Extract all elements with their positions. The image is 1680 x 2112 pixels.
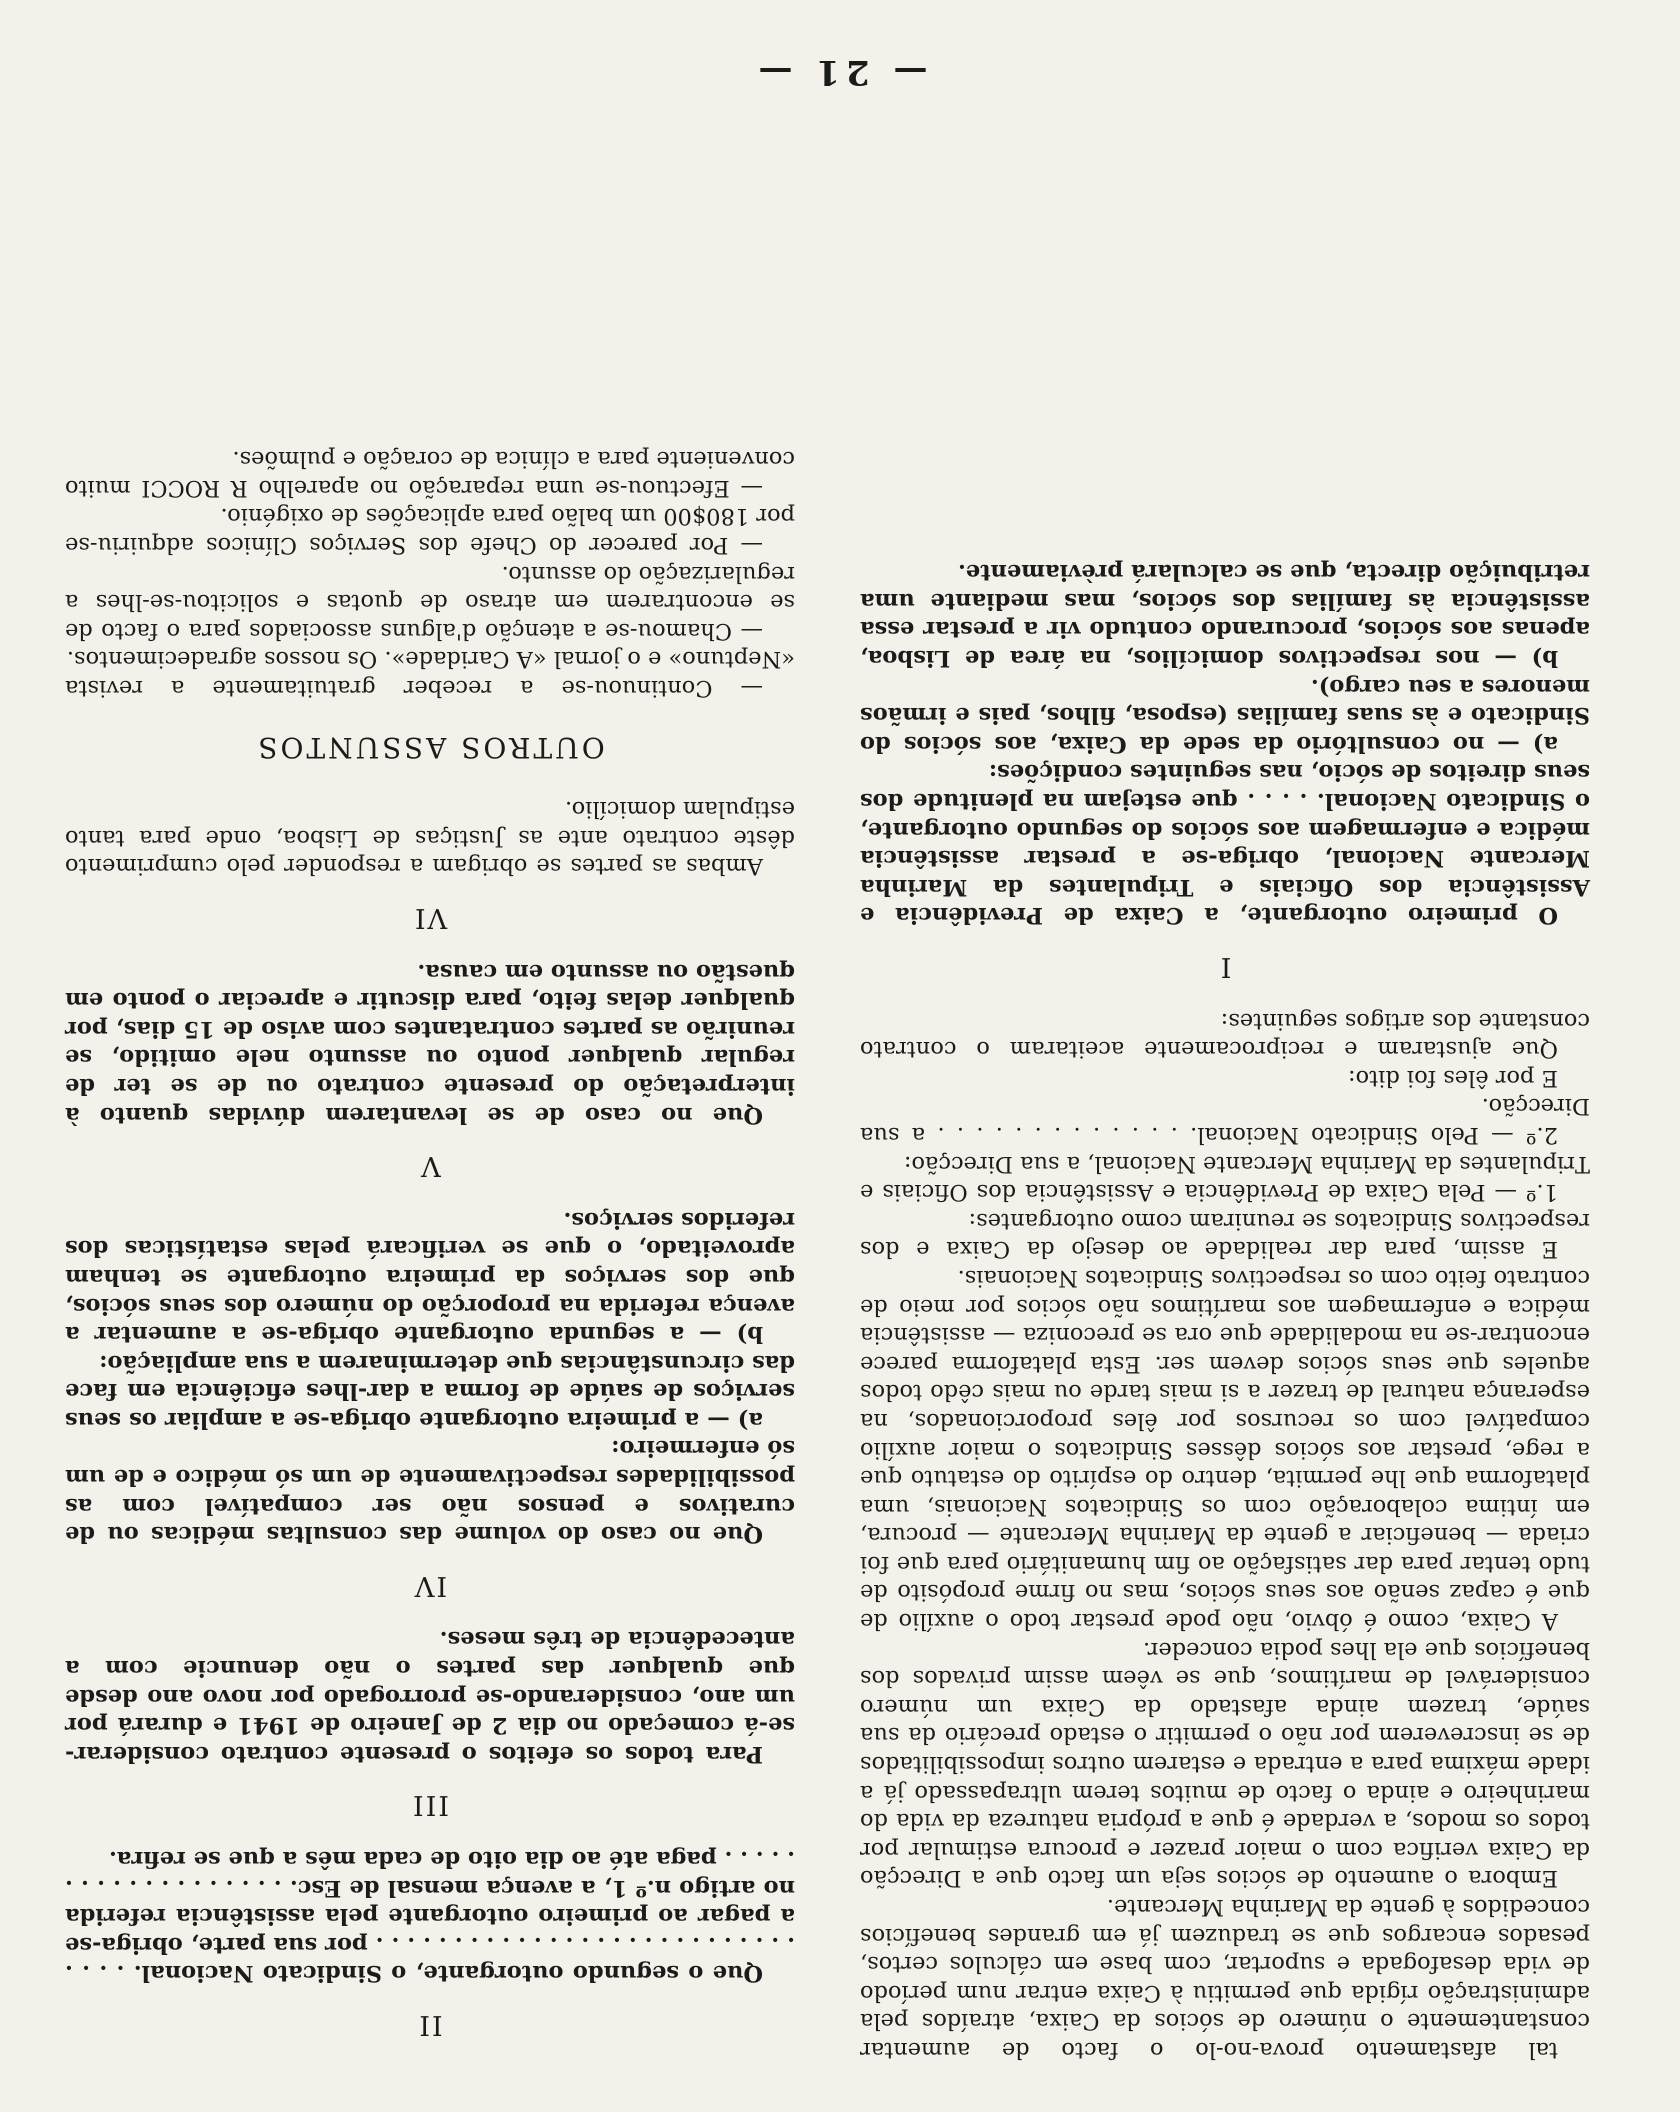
paragraph: b) — a segunda outorgante obriga-se a aumentar a avença referida na proporção do número dos seus sócios, que dos serviços da primeira outorgante se tenham aproveitado, o que se verificará pelas estatísticas dos referidos serviços.: [65, 1206, 795, 1348]
paragraph: Que no caso do volume das consultas médicas ou de curativos e pensos não ser compatível com as possibilidades respectivamente de um só médico e de um só enfermeiro:: [65, 1435, 795, 1548]
right-column: [65, 445, 795, 2064]
paragraph: E por êles foi dito:: [1348, 1064, 1558, 1091]
paragraph: — Chamou-se a atenção d'alguns associados para o facto de se encontrarem em atraso de quotas e solicitou-se-lhes a regularização do assunto.: [65, 560, 795, 644]
paragraph: — Por parecer do Chefe dos Serviços Clínicos adquiriu-se por 180$00 um balão para aplicações de oxigénio.: [65, 503, 795, 559]
paragraph: tal afastamento prova-no-lo o facto de aumentar constantemente o número de sócios da Caixa, atraídos pela administração rígida que permitiu à Caixa entrar num período de vida desafogada e suportar, com base em cálculos certos, pesados encargos que se traduzem já em grandes benefícios concedidos à gente da Marinha Mercante.: [860, 1894, 1590, 2063]
paragraph: — Efectuou-se uma reparação no aparelho R ROCCI muito conveniente para a clínica de coração e pulmões.: [65, 446, 795, 501]
paragraph: 2.º — Pelo Sindicato Nacional. . . . . . . . . . . . . . a sua Direcção.: [860, 1093, 1590, 1148]
paragraph: b) — nos respectivos domicílios, na área de Lisboa, apenas aos sócios, procurando contudo vir a prestar essa assistência às famílias dos sócios, mas mediante uma retribuição directa, que se calculará prèviamente.: [860, 559, 1590, 672]
article-heading: VI: [412, 902, 448, 933]
paragraph: Que o segundo outorgante, o Sindicato Nacional. . . . . . . . . . . . . . . . . . . . . . . . . . . . . . . . por sua parte, obriga-se a pagar ao primeiro outorgante pela assistência referida no artigo n.º 1, a avença mensal de Esc. . . . . . . . . . . . . . . . . . . . paga até ao dia oito de cada mês a que se refira.: [65, 1846, 795, 1987]
paragraph: a) — a primeira outorgante obriga-se a ampliar os seus serviços de saúde de forma a dar-lhes eficiência em face das circunstâncias que determinarem a sua ampliação:: [65, 1349, 795, 1433]
section-heading: OUTROS ASSUNTOS: [255, 730, 605, 764]
paragraph: 1.º — Pela Caixa de Previdência e Assistência dos Oficiais e Tripulantes da Marinha Mercante Nacional, a sua Direcção:: [860, 1150, 1590, 1206]
paragraph: Embora o aumento de sócios seja um facto que a Direcção da Caixa verifica com o maior prazer e procura estimular por todos os modos, a verdade é que a própria natureza da vida do marinheiro e ainda o facto de muitos terem ultrapassado já a idade máxima para a entrada e estarem outros impossibilitados de se inscreverem por não o permitir o estado precário da sua saúde, trazem ainda afastado da Caixa um número considerável de marítimos, que se vêem assim privados dos benefícios que ela lhes podia conceder.: [860, 1636, 1590, 1892]
paragraph: a) — no consultório da sede da Caixa, aos sócios do Sindicato e às suas famílias (esposa, filhos, pais e irmãos menores a seu cargo).: [860, 673, 1590, 757]
article-heading: III: [411, 1789, 449, 1821]
paragraph: A Caixa, como é óbvio, não pode prestar todo o auxílio de que é capaz senão aos seus sócios, mas no firme propósito de tudo tentar para dar satisfação ao fim humanitário para que foi criada — beneficiar a gente da Marinha Mercante — procura, em íntima colaboração com os Sindicatos Nacionais, uma plataforma que lhe permita, dentro do espírito do estatuto que a rege, prestar aos sócios dêsses Sindicatos o maior auxílio compatível com os recursos por êles proporcionados, na esperança natural de trazer a si mais tarde ou mais cêdo todos aqueles que seus sócios devem ser. Esta plataforma parece encontrar-se na modalidade que ora se preconiza — assistência médica e enfermagem aos marítimos não sócios por meio de contrato feito com os respectivos Sindicatos Nacionais.: [860, 1264, 1590, 1635]
paragraph: Que no caso de se levantarem dúvidas quanto à interpretação do presente contrato ou de se ter de regular qualquer ponto ou assunto nele omitido, se reunirão as partes contratantes com aviso de 15 dias, por qualquer delas feito, para discutir e apreciar o ponto em questão ou assunto em causa.: [65, 958, 795, 1128]
article-heading: IV: [412, 1569, 448, 1601]
paragraph: Que ajustaram e reciprocamente aceitaram o contrato constante dos artigos seguintes:: [860, 1007, 1590, 1063]
article-heading: I: [1218, 951, 1232, 983]
left-column: [860, 558, 1590, 2064]
paragraph: Para todos os efeitos o presente contrato considerar-se-á começado no dia 2 de Janeiro de 1941 e durará por um ano, considerando-se prorrogado por novo ano desde que qualquer das partes o não denuncie com a antecedência de três meses.: [65, 1626, 795, 1767]
paragraph: — Continuou-se a receber gratuitamente a revista «Neptuno» e o jornal «A Caridade». Os nossos agradecimentos.: [65, 646, 795, 702]
article-heading: V: [419, 1150, 441, 1182]
paragraph: E assim, para dar realidade ao desejo da Caixa e dos respectivos Sindicatos se reuniram como outorgantes:: [860, 1207, 1590, 1263]
paragraph: O primeiro outorgante, a Caixa de Previdência e Assistência dos Oficiais e Tripulantes da Marinha Mercante Nacional, obriga-se a prestar assistência médica e enfermagem aos sócios do segundo outorgante, o Sindicato Nacional. . . . . que estejam na plenitude dos seus direitos de sócio, nas seguintes condições:: [860, 759, 1590, 929]
article-heading: II: [417, 2009, 443, 2040]
page-number: — 21 —: [752, 52, 928, 92]
paragraph: Ambas as partes se obrigam a responder pelo cumprimento dêste contrato ante as Justiças de Lisboa, onde para tanto estipulam domicílio.: [65, 796, 795, 880]
